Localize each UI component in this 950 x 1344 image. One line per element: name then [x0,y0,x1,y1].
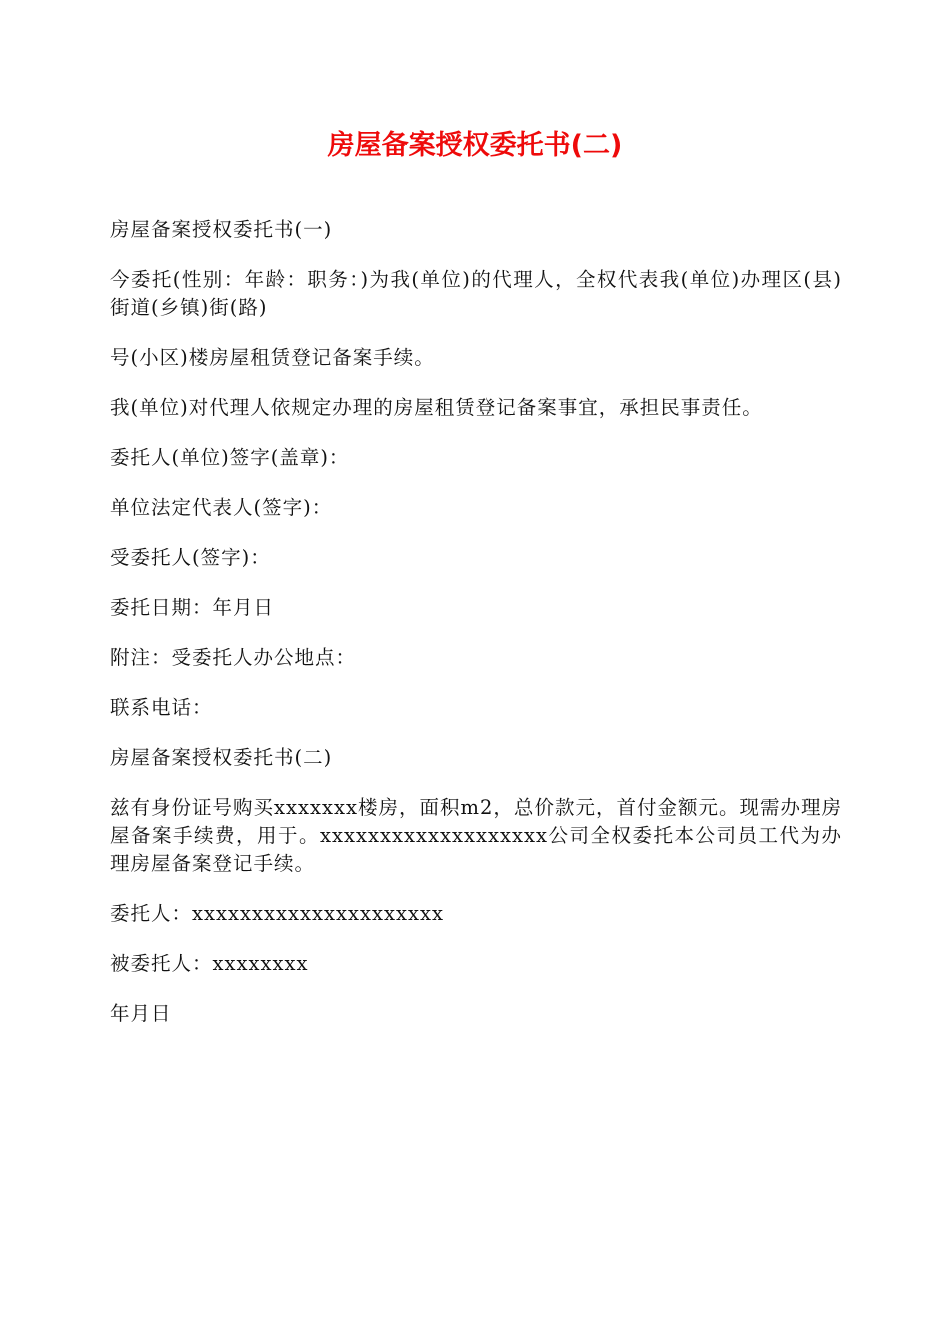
paragraph-11: 房屋备案授权委托书(二) [110,746,333,769]
paragraph-10: 联系电话： [110,696,213,719]
paragraph-3: 号(小区)楼房屋租赁登记备案手续。 [110,346,435,369]
paragraph-6: 单位法定代表人(签字)： [110,496,333,519]
paragraph-1: 房屋备案授权委托书(一) [110,218,333,241]
paragraph-9: 附注：受委托人办公地点： [110,646,357,669]
paragraph-7: 受委托人(签字)： [110,546,271,569]
document-title: 房屋备案授权委托书(二) [327,130,623,161]
paragraph-5: 委托人(单位)签字(盖章)： [110,446,350,469]
paragraph-2: 今委托(性别：年龄：职务：)为我(单位)的代理人，全权代表我(单位)办理区(县)街道(乡镇)街(路) [110,268,842,319]
paragraph-4: 我(单位)对代理人依规定办理的房屋租赁登记备案事宜，承担民事责任。 [110,396,763,419]
paragraph-13: 委托人：xxxxxxxxxxxxxxxxxxxxx [110,902,444,925]
paragraph-8: 委托日期：年月日 [110,596,275,619]
paragraph-15: 年月日 [110,1002,172,1025]
paragraph-14: 被委托人：xxxxxxxx [110,952,309,975]
paragraph-12: 兹有身份证号购买xxxxxxx楼房，面积m2，总价款元，首付金额元。现需办理房屋备案手续费，用于。xxxxxxxxxxxxxxxxxxx公司全权委托本公司员工代为办理房屋备案登记手续。 [110,796,842,875]
document-body [110,216,842,1050]
